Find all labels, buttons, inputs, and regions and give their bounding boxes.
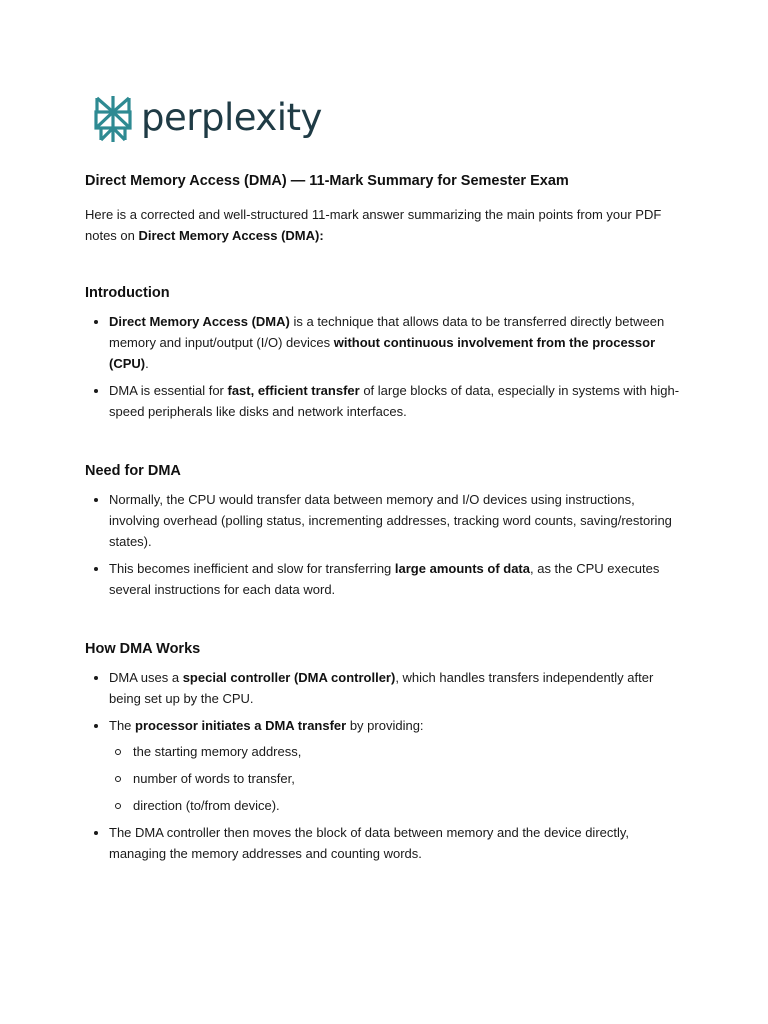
text: , as the CPU executes several instructions for each data word. [109,561,660,597]
text: , which handles transfers independently after being set up by the CPU. [109,670,654,706]
perplexity-icon [93,94,133,144]
text: The [109,718,136,733]
text: . [145,356,149,371]
list-item [85,822,685,864]
intro-paragraph [85,204,685,246]
document-body [85,170,685,902]
list-item [85,558,685,600]
section-heading-introduction: Introduction [85,285,170,301]
bold-text: Direct Memory Access (DMA) [109,314,290,329]
text: DMA uses a [109,670,183,685]
text: of large blocks of data, especially in systems with high-speed peripherals like disks and network interfaces. [109,383,680,419]
sub-list-item: the starting memory address, [107,741,685,762]
text: This becomes inefficient and slow for transferring [109,561,395,576]
bold-text: without continuous involvement from the processor (CPU) [109,335,656,371]
bold-text: processor initiates a DMA transfer [135,718,347,733]
list-item [85,489,685,552]
list-item [85,311,685,374]
text: Normally, the CPU would transfer data between memory and I/O devices using instructions, involving overhead (polling status, incrementing addresses, tracking word counts, saving/restoring states). [109,492,672,549]
bold-text: special controller (DMA controller) [182,670,396,685]
how-list [85,667,685,864]
section-heading-need: Need for DMA [85,463,181,479]
text: The DMA controller then moves the block of data between memory and the device directly, managing the memory addresses and counting words. [109,825,630,861]
perplexity-logo [93,94,322,144]
list-item [85,380,685,422]
sub-list-item: number of words to transfer, [107,768,685,789]
intro-text: Here is a corrected and well-structured 11-mark answer summarizing the main points from your PDF notes on [85,207,662,243]
list-item [85,715,685,816]
section-heading-how: How DMA Works [85,641,201,657]
sub-list [109,741,685,816]
sub-list-item: direction (to/from device). [107,795,685,816]
text: DMA is essential for [109,383,228,398]
need-list [85,489,685,600]
document-title: Direct Memory Access (DMA) — 11-Mark Summary for Semester Exam [85,173,569,189]
list-item [85,667,685,709]
introduction-list [85,311,685,422]
intro-bold: Direct Memory Access (DMA): [138,228,324,243]
text: by providing: [346,718,424,733]
brand-name: perplexity [141,95,322,139]
bold-text: large amounts of data [394,561,530,576]
text: is a technique that allows data to be transferred directly between memory and input/output (I/O) devices [109,314,665,350]
bold-text: fast, efficient transfer [227,383,360,398]
